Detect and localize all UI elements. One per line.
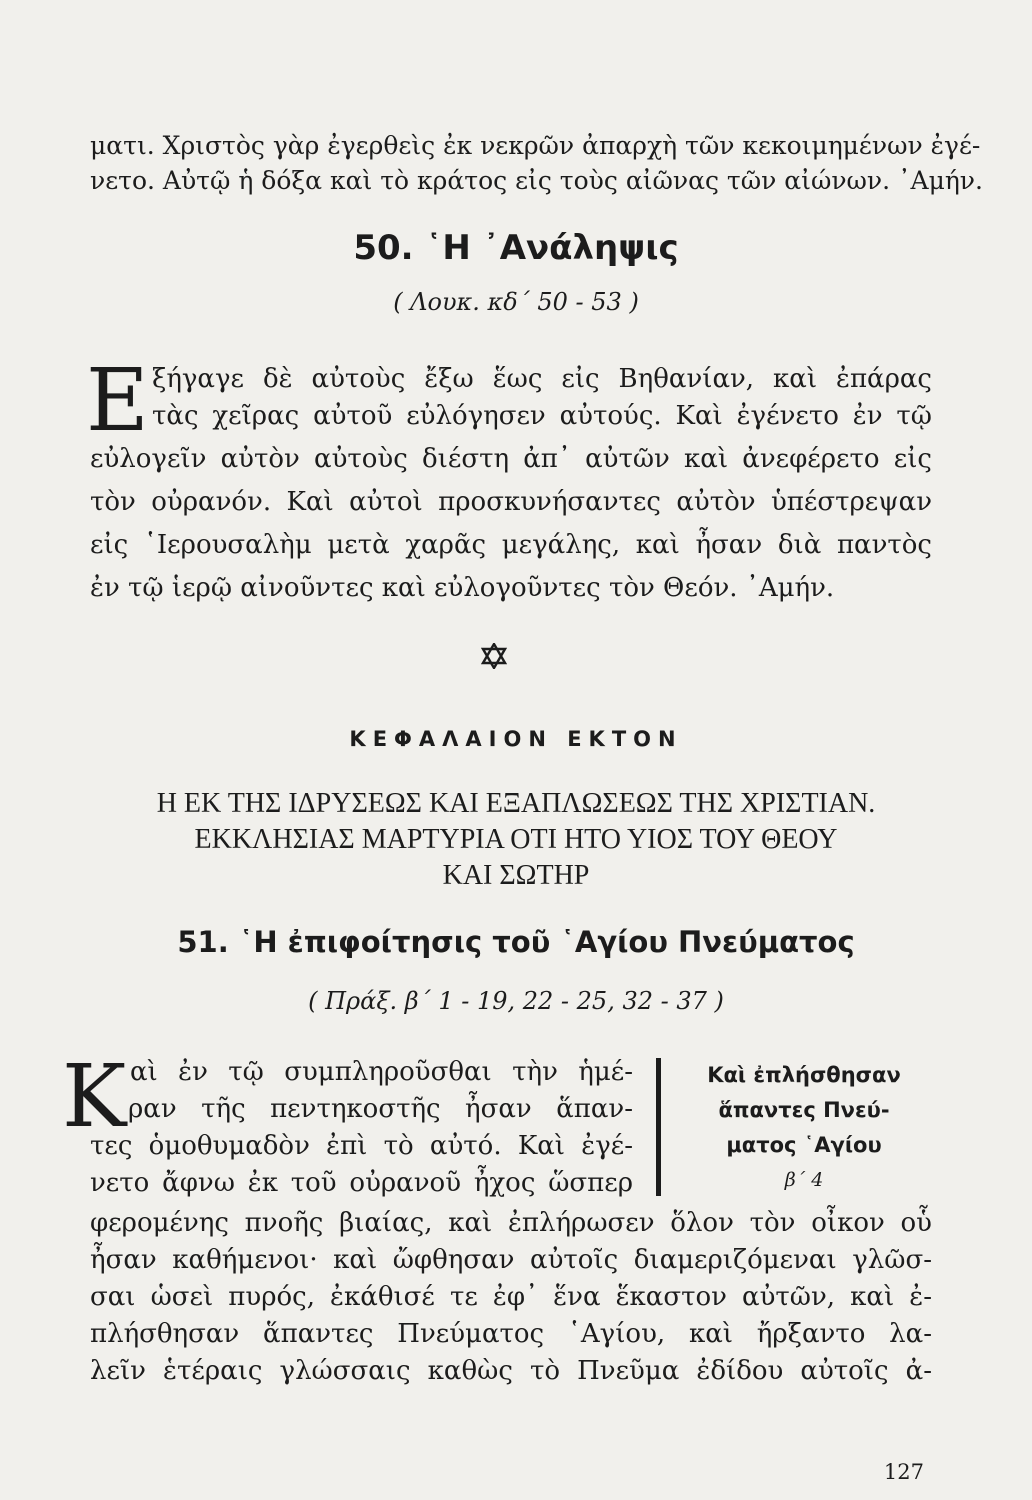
chapter-subtitle-line: ΕΚΚΛΗΣΙΑΣ ΜΑΡΤΥΡΙΑ ΟΤΙ ΗΤΟ ΥΙΟΣ ΤΟΥ ΘΕΟΥ [194, 824, 838, 855]
section-51-title: 51. ῾Η ἐπιφοίτησις τοῦ ῾Αγίου Πνεύματος [177, 925, 855, 959]
text-line: ἐν τῷ ἱερῷ αἰνοῦντες καὶ εὐλογοῦντες τὸν Θεόν. ᾿Αμήν. [90, 573, 835, 603]
chapter-subtitle-line: Η ΕΚ ΤΗΣ ΙΔΡΥΣΕΩΣ ΚΑΙ ΕΞΑΠΛΩΣΕΩΣ ΤΗΣ ΧΡΙΣΤΙΑΝ. [156, 788, 876, 819]
drop-cap-51: Κ [62, 1047, 127, 1147]
text-line: φερομένης πνοῆς βιαίας, καὶ ἐπλήρωσεν ὅλον τὸν οἶκον οὗ [90, 1208, 932, 1238]
star-ornament-icon [481, 643, 507, 669]
marginal-note-line: ἅπαντες Πνεύ- [718, 1098, 890, 1122]
section-51-reference: ( Πράξ. β΄ 1 - 19, 22 - 25, 32 - 37 ) [308, 987, 724, 1015]
sidebar-rule [656, 1058, 661, 1196]
text-line: τες ὁμοθυμαδὸν ἐπὶ τὸ αὐτό. Καὶ ἐγέ- [90, 1131, 633, 1161]
drop-cap-50: Ε [86, 351, 149, 451]
marginal-note-reference: β΄ 4 [784, 1169, 824, 1191]
text-line: τὸν οὐρανόν. Καὶ αὐτοὶ προσκυνήσαντες αὐτὸν ὑπέστρεψαν [90, 487, 932, 517]
text-line: ματι. Χριστὸς γὰρ ἐγερθεὶς ἐκ νεκρῶν ἀπαρχὴ τῶν κεκοιμημένων ἐγέ- [90, 131, 981, 160]
text-line: λεῖν ἑτέραις γλώσσαις καθὼς τὸ Πνεῦμα ἐδίδου αὐτοῖς ἀ- [90, 1356, 932, 1386]
page-number: 127 [883, 1460, 924, 1484]
chapter-heading: ΚΕΦΑΛΑΙΟΝ ΕΚΤΟΝ [349, 727, 683, 751]
text-line: νετο ἄφνω ἐκ τοῦ οὐρανοῦ ἦχος ὥσπερ [90, 1168, 633, 1198]
text-line: ξήγαγε δὲ αὐτοὺς ἔξω ἕως εἰς Βηθανίαν, καὶ ἐπάρας [152, 364, 932, 394]
marginal-note [676, 1058, 932, 1198]
text-line: εὐλογεῖν αὐτὸν αὐτοὺς διέστη ἀπ᾿ αὐτῶν καὶ ἀνεφέρετο εἰς [90, 444, 932, 474]
chapter-subtitle-line: ΚΑΙ ΣΩΤΗΡ [442, 860, 590, 891]
section-50-paragraph [90, 362, 932, 606]
text-line: σαι ὡσεὶ πυρός, ἐκάθισέ τε ἐφ᾿ ἕνα ἕκαστον αὐτῶν, καὶ ἐ- [90, 1282, 932, 1312]
section-51-narrow-paragraph [90, 1054, 633, 1202]
marginal-note-line: Καὶ ἐπλήσθησαν [707, 1063, 901, 1087]
text-line: εἰς ῾Ιερουσαλὴμ μετὰ χαρᾶς μεγάλης, καὶ ἦσαν διὰ παντὸς [90, 530, 932, 560]
text-line: τὰς χεῖρας αὐτοῦ εὐλόγησεν αὐτούς. Καὶ ἐγένετο ἐν τῷ [152, 401, 932, 431]
text-line: πλήσθησαν ἅπαντες Πνεύματος ῾Αγίου, καὶ ἤρξαντο λα- [90, 1319, 932, 1349]
section-50-title: 50. ῾Η ᾿Ανάληψις [353, 228, 679, 268]
text-line: ραν τῆς πεντηκοστῆς ἦσαν ἅπαν- [128, 1094, 633, 1124]
marginal-note-line: ματος ῾Αγίου [726, 1133, 882, 1157]
text-line: αὶ ἐν τῷ συμπληροῦσθαι τὴν ἡμέ- [130, 1057, 633, 1087]
section-50-reference: ( Λουκ. κδ΄ 50 - 53 ) [393, 288, 639, 316]
section-51-full-paragraph [90, 1205, 932, 1390]
top-paragraph [90, 128, 983, 198]
text-line: ἦσαν καθήμενοι· καὶ ὤφθησαν αὐτοῖς διαμεριζόμεναι γλῶσ- [90, 1245, 932, 1275]
text-line: νετο. Αὐτῷ ἡ δόξα καὶ τὸ κράτος εἰς τοὺς αἰῶνας τῶν αἰώνων. ᾿Αμήν. [90, 166, 983, 195]
